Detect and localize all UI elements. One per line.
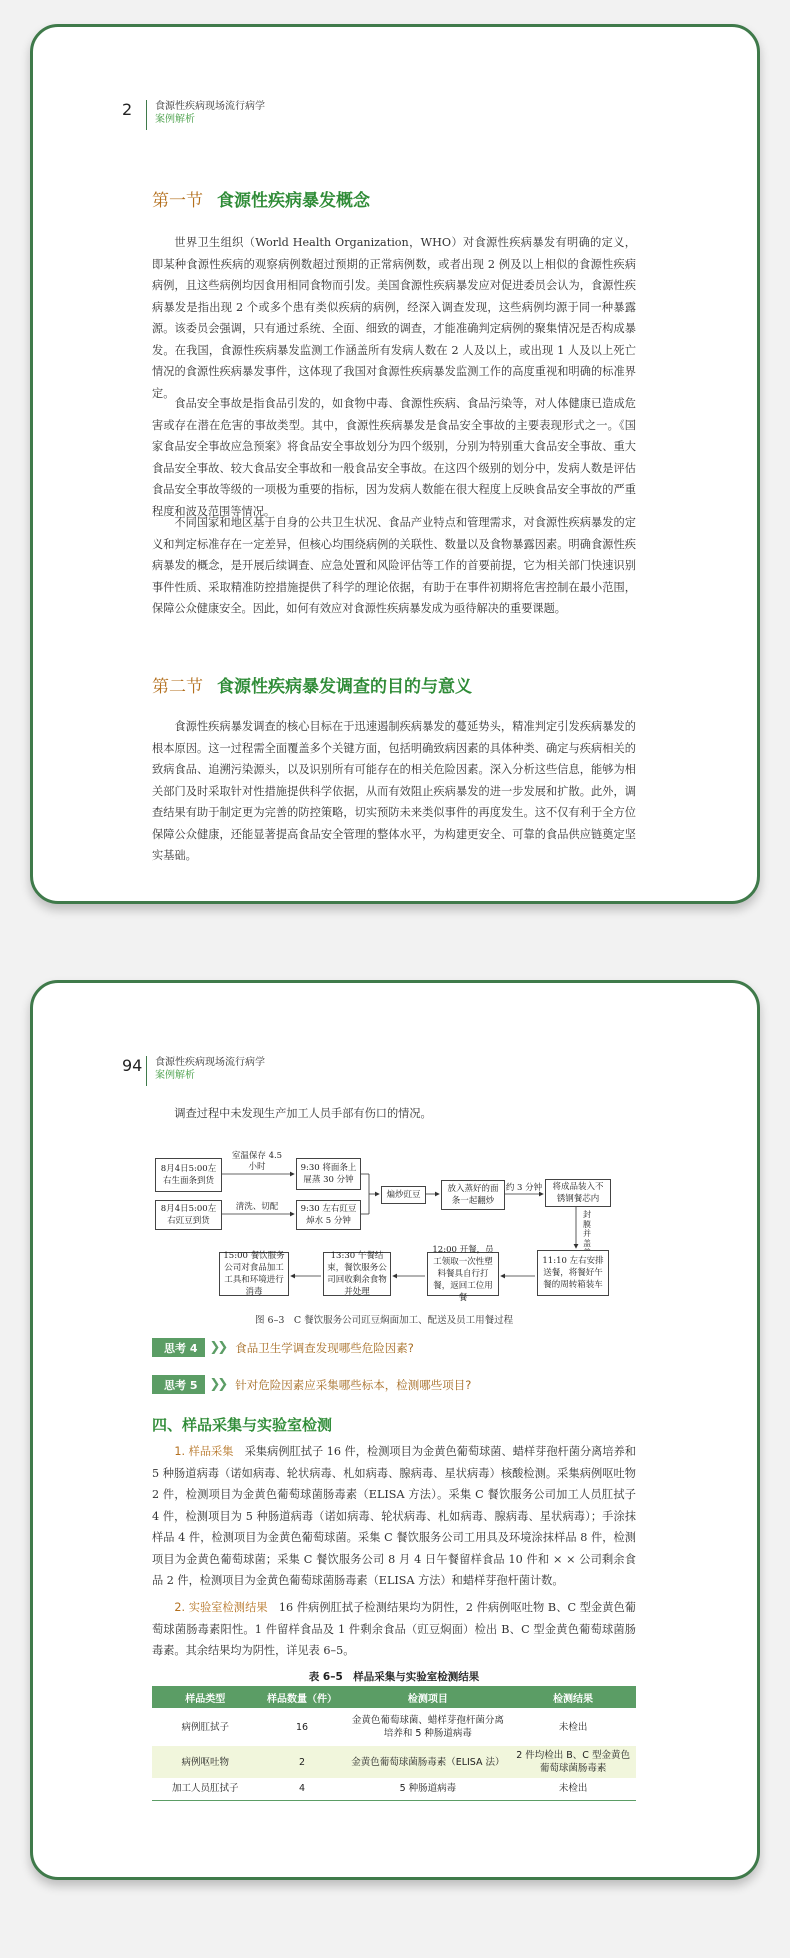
table-cell: 金黄色葡萄球菌、蜡样芽孢杆菌分离培养和 5 种肠道病毒 — [351, 1715, 504, 1739]
paragraph: 食品安全事故是指食品引发的，如食物中毒、食源性疾病、食品污染等，对人体健康已造成危害或存在潜在危害的事故类型。其中，食源性疾病暴发是食品安全事故的主要表现形式之一。《国家食品安全事故应急预案》将食品安全事故划分为四个级别，分别为特别重大食品安全事故、重大食品安全事故、较大食品安全事故和一般食品安全事故。在这四个级别的划分中，发病人数是评估食品安全事故等级的一项极为重要的指标，因为发病人数能在很大程度上反映食品安全事故的严重程度和波及范围等情况。 — [152, 397, 636, 518]
paragraph-results — [152, 1597, 636, 1662]
table-cell: 16 — [295, 1721, 309, 1733]
flow-box-noodle-arrival: 8月4日5:00左右生面条到货 — [155, 1158, 222, 1192]
flow-box-bean-arrival: 8月4日5:00左右豇豆到货 — [155, 1200, 222, 1230]
table-header: 样品类型 — [152, 1686, 258, 1708]
table-cell: 病例呕吐物 — [152, 1746, 258, 1778]
think-box-4 — [152, 1338, 414, 1357]
running-head-1 — [122, 100, 265, 130]
table-cell: 加工人员肛拭子 — [152, 1778, 258, 1800]
flow-label-room-temp: 室温保存 4.5 小时 — [231, 1151, 283, 1172]
book-subtitle: 案例解析 — [155, 114, 195, 125]
table-cell: 2 件均检出 B、C 型金黄色葡萄球菌肠毒素 — [510, 1746, 636, 1778]
flow-box-serve: 12:00 开餐，员工领取一次性塑料餐具自行打餐，返回工位用餐 — [427, 1252, 499, 1296]
table-header: 检测项目 — [346, 1686, 511, 1708]
section-heading: 食源性疾病暴发概念 — [217, 191, 370, 211]
table-cell: 5 种肠道病毒 — [346, 1778, 511, 1800]
flowchart — [155, 1148, 635, 1308]
think-question: 针对危险因素应采集哪些标本，检测哪些项目? — [235, 1377, 472, 1392]
think-box-5 — [152, 1375, 471, 1394]
flow-box-pack: 将成品装入不锈钢餐芯内 — [545, 1179, 611, 1207]
figure-caption: 图 6–3 C 餐饮服务公司豇豆焖面加工、配送及员工用餐过程 — [255, 1315, 514, 1326]
table-cell: 未检出 — [558, 1721, 588, 1733]
table-cell: 病例肛拭子 — [181, 1721, 229, 1733]
table-header: 检测结果 — [510, 1686, 636, 1708]
table-cell: 4 — [258, 1778, 345, 1800]
divider — [146, 100, 147, 130]
paragraph-label: 1. 样品采集 — [174, 1445, 234, 1458]
results-table — [152, 1686, 636, 1801]
section-title-1 — [152, 186, 370, 211]
section-number: 第一节 — [152, 191, 203, 211]
flow-box-blanch-beans: 9:30 左右豇豆焯水 5 分钟 — [296, 1200, 361, 1230]
section-number: 第二节 — [152, 677, 203, 697]
paragraph-body: 16 件病例肛拭子检测结果均为阴性，2 件病例呕吐物 B、C 型金黄色葡萄球菌肠毒素阳性。1 件留样食品及 1 件剩余食品（豇豆焖面）检出 B、C 型金黄色葡萄球菌肠毒素。其余结果均为阴性，详见表 6–5。 — [152, 1601, 636, 1657]
book-title: 食源性疾病现场流行病学 — [155, 101, 265, 112]
paragraph: 不同国家和地区基于自身的公共卫生状况、食品产业特点和管理需求，对食源性疾病暴发的定义和判定标准存在一定差异，但核心均围绕病例的关联性、数量以及食物暴露因素。明确食源性疾病暴发的概念，是开展后续调查、应急处置和风险评估等工作的首要前提，它为相关部门快速识别事件性质、采取精准防控措施提供了科学的理论依据，有助于在事件初期将危害控制在最小范围，保障公众健康安全。因此，如何有效应对食源性疾病暴发成为亟待解决的重要课题。 — [152, 516, 636, 615]
paragraph-label: 2. 实验室检测结果 — [174, 1601, 268, 1614]
flow-label-seal: 封膜并盖 — [583, 1210, 591, 1248]
think-question: 食品卫生学调查发现哪些危险因素? — [235, 1340, 414, 1355]
table-header: 样品数量（件） — [258, 1686, 345, 1708]
flow-box-deliver: 11:10 左右安排送餐，将餐好午餐的周转箱装车 — [537, 1250, 609, 1296]
chevron-right-icon: ❯❯ — [209, 1340, 226, 1355]
table-row — [152, 1746, 636, 1778]
think-badge: 思考 5 — [152, 1375, 205, 1394]
section-heading: 食源性疾病暴发调查的目的与意义 — [217, 677, 472, 697]
book-subtitle: 案例解析 — [155, 1070, 195, 1081]
divider — [146, 1056, 147, 1086]
table-row — [152, 1778, 636, 1800]
flow-box-disinfect: 15:00 餐饮服务公司对食品加工工具和环境进行消毒 — [219, 1252, 289, 1296]
table-cell: 金黄色葡萄球菌肠毒素（ELISA 法） — [346, 1746, 511, 1778]
flow-label-wash-cut: 清洗、切配 — [235, 1202, 279, 1212]
table-cell: 2 — [258, 1746, 345, 1778]
table-cell: 未检出 — [510, 1778, 636, 1800]
paragraph: 世界卫生组织（World Health Organization，WHO）对食源性疾病暴发有明确的定义，即某种食源性疾病的观察病例数超过预期的正常病例数，或者出现 2 例及以上相似的食源性疾病病例，且这些病例均因食用相同食物而引发。美国食源性疾病暴发应对促进委员会认为，食源性疾病暴发是指出现 2 个或多个患有类似疾病的病例，经深入调查发现，这些病例均源于同一种暴露源。该委员会强调，只有通过系统、全面、细致的调查，才能准确判定病例的聚集情况是否构成暴发。在我国，食源性疾病暴发监测工作涵盖所有发病人数在 2 人及以上，或出现 1 人及以上死亡情况的食源性疾病暴发事件，这体现了我国对食源性疾病暴发监测工作的高度重视和明确的标准界定。 — [152, 236, 636, 400]
think-badge: 思考 4 — [152, 1338, 205, 1357]
table-header-row — [152, 1686, 636, 1708]
section-title-2 — [152, 672, 472, 697]
page-number: 2 — [122, 100, 133, 119]
subsection-title: 四、样品采集与实验室检测 — [152, 1416, 333, 1434]
flow-box-stir-fry-beans: 煸炒豇豆 — [381, 1186, 426, 1204]
flow-box-recycle: 13:30 午餐结束，餐饮服务公司回收剩余食物并处理 — [323, 1252, 391, 1296]
table-row — [152, 1708, 636, 1746]
flow-box-mix-fry: 放入蒸好的面条一起翻炒 — [441, 1180, 505, 1210]
table-caption: 表 6–5 样品采集与实验室检测结果 — [308, 1671, 480, 1683]
page-number: 94 — [122, 1056, 143, 1075]
book-title: 食源性疾病现场流行病学 — [155, 1057, 265, 1068]
flow-label-3min: 约 3 分钟 — [505, 1183, 543, 1193]
chevron-right-icon: ❯❯ — [209, 1377, 226, 1392]
running-head-2 — [122, 1056, 265, 1086]
paragraph: 食源性疾病暴发调查的核心目标在于迅速遏制疾病暴发的蔓延势头，精准判定引发疾病暴发的根本原因。这一过程需全面覆盖多个关键方面，包括明确致病因素的具体种类、确定与疾病相关的致病食品、追溯污染源头，以及识别所有可能存在的相关危险因素。深入分析这些信息，能够为相关部门及时采取针对性措施提供科学依据，从而有效阻止疾病暴发的进一步发展和扩散。此外，调查结果有助于制定更为完善的防控策略，切实预防未来类似事件的再度发生。这不仅有利于全方位保障公众健康，还能显著提高食品安全管理的整体水平，为构建更安全、可靠的食品供应链奠定坚实基础。 — [152, 720, 636, 862]
paragraph-sampling — [152, 1441, 636, 1592]
flow-box-steam-noodles: 9:30 将面条上屉蒸 30 分钟 — [296, 1158, 361, 1190]
paragraph-body: 采集病例肛拭子 16 件，检测项目为金黄色葡萄球菌、蜡样芽孢杆菌分离培养和 5 种肠道病毒（诺如病毒、轮状病毒、札如病毒、腺病毒、星状病毒）核酸检测。采集病例呕吐物 2 件，检测项目为金黄色葡萄球菌肠毒素（ELISA 方法）。采集 C 餐饮服务公司加工人员肛拭子 4 件，检测项目为 5 种肠道病毒（诺如病毒、轮状病毒、札如病毒、腺病毒、星状病毒）；手涂抹样品 4 件，检测项目为金黄色葡萄球菌。采集 C 餐饮服务公司工用具及环境涂抹样品 8 件，检测项目为金黄色葡萄球菌；采集 C 餐饮服务公司 8 月 4 日午餐留样食品 10 件和 × × 公司剩余食品 2 件，检测项目为金黄色葡萄球菌肠毒素（ELISA 方法）和蜡样芽孢杆菌计数。 — [152, 1445, 636, 1587]
intro-line: 调查过程中未发现生产加工人员手部有伤口的情况。 — [174, 1107, 432, 1120]
